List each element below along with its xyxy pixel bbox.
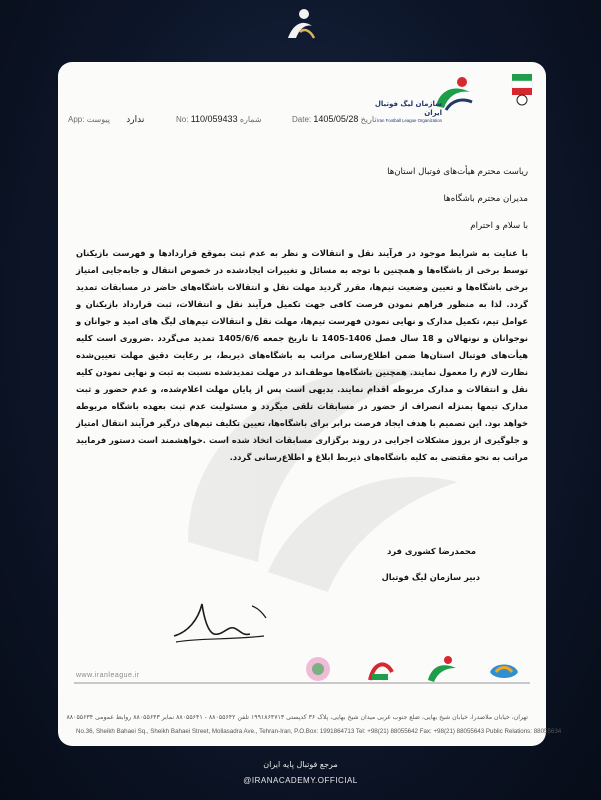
sponsor-logo-icon [484, 652, 524, 686]
signer-title: دبیر سازمان لیگ فوتبال [381, 572, 480, 582]
org-name-en: Iran Football League Organization [377, 117, 442, 123]
date-value: 1405/05/28 [313, 114, 359, 124]
channel-logo-icon [282, 8, 320, 44]
number-value: 110/059433 [190, 114, 238, 124]
signer-name: محمدرضا کشوری فرد [387, 546, 476, 556]
date-label-en: Date: [292, 115, 312, 124]
channel-name: مرجع فوتبال پایه ایران [263, 760, 338, 769]
channel-handle[interactable]: @IRANACADEMY.OFFICIAL [243, 776, 358, 785]
footer-logos [298, 652, 530, 692]
date-label-fa: تاریخ [360, 115, 377, 124]
date-field [292, 114, 377, 124]
attachment-value: ندارد [126, 114, 145, 124]
league-logo-icon [422, 652, 462, 686]
letter-sheet [58, 62, 562, 746]
sponsor-logo-icon [360, 652, 400, 686]
handwritten-signature [168, 592, 278, 652]
attachment-field [68, 114, 144, 125]
federation-emblem-icon [510, 72, 534, 106]
attachment-label-fa: پیوست [86, 115, 111, 124]
attachment-label-en: App: [68, 115, 85, 124]
sponsor-logo-icon [298, 652, 338, 686]
letter-meta [68, 114, 398, 130]
number-label-en: No: [176, 115, 189, 124]
salutation: با سلام و احترام [470, 221, 528, 231]
letter-paragraph: با عنایت به شرایط موجود در فرآیند نقل و انتقالات و نظر به عدم ثبت بموقع قراردادها و فهرست بازیکنان توسط برخی از باشگاه‌ها و همچنین با توجه به مسائل و تغییرات ایجادشده در خصوص انتقال و جابه‌جایی امتیاز برخی باشگاه‌ها و تعیین وضعیت تیم‌ها، مقرر گردید مهلت نقل و انتقالات باشگاه‌های حاضر در مسابقات تمدید گردد. لذا به منظور فراهم نمودن فرصت کافی جهت تکمیل فرآیند نقل و انتقالات، ثبت قرارداد بازیکنان و عوامل تیم، تکمیل مدارک و نهایی نمودن فهرست تیم‌ها، مهلت نقل و انتقالات تیم‌های لیگ های امید و جوانان و نوجوانان و نونهالان و 18 سال فصل 1406-1405 تا تاریخ جمعه 1405/6/6 تمدید می‌گردد .ضروری است کلیه هیأت‌های فوتبال استان‌ها ضمن اطلاع‌رسانی مراتب به باشگاه‌های ذیربط، بر رعایت دقیق مهلت تعیین‌شده نظارت لازم را معمول نمایند. همچنین باشگاه‌ها موظف‌اند در مهلت تمدیدشده نسبت به ثبت و نهایی نمودن کلیه نقل و انتقالات و مدارک مربوطه اقدام نمایند. بدیهی است پس از پایان مهلت اعلام‌شده، و عدم حضور و ثبت مدارک تیمها بمنزله انصراف از حضور در مسابقات تلقی میگردد و مسئولیت عدم ثبت بعهده باشگاه مربوطه خواهد بود. این تصمیم با هدف ایجاد فرصت برابر برای باشگاه‌ها، تعیین تکلیف تیم‌های درگیر فرآیند انتقال امتیاز و جلوگیری از بروز مشکلات اجرایی در روند برگزاری مسابقات اتخاذ شده است .خواهشمند است دستور فرمایید مراتب به نحو مقتضی به کلیه باشگاه‌های ذیربط ابلاغ و اطلاع‌رسانی گردد. [76, 248, 528, 462]
recipient-2: مدیران محترم باشگاه‌ها [443, 194, 528, 204]
footer-address-en: No.36, Sheikh Bahaei Sq., Sheikh Bahaei Street, Mollasadra Ave., Tehran-Iran, P.O.Box: 1991864713 Tel: +98(21) 88055642 Fax: +98(21) 88055643 Public Relations: 88055634 [76, 728, 562, 735]
website-link[interactable]: www.iranleague.ir [76, 672, 140, 679]
letter-body [76, 164, 528, 466]
recipient-1: ریاست محترم هیأت‌های فوتبال استان‌ها [387, 167, 528, 177]
footer-divider [74, 682, 530, 684]
number-field [176, 114, 262, 124]
number-label-fa: شماره [239, 115, 262, 124]
org-name-fa: سازمان لیگ فوتبال ایران [374, 100, 442, 117]
header-logos [430, 72, 534, 130]
footer-address-fa: تهران، خیابان ملاصدرا، خیابان شیخ بهایی، ضلع جنوب غربی میدان شیخ بهایی، پلاک ۳۶ کدپستی ۱۹۹۱۸۶۴۷۱۳ تلفن ۸۸۰۵۵۶۴۲ - ۸۸۰۵۵۶۴۱ نمابر ۸۸۰۵۵۶۴۳ روابط عمومی ۸۸۰۵۵۶۳۴ [66, 714, 528, 721]
